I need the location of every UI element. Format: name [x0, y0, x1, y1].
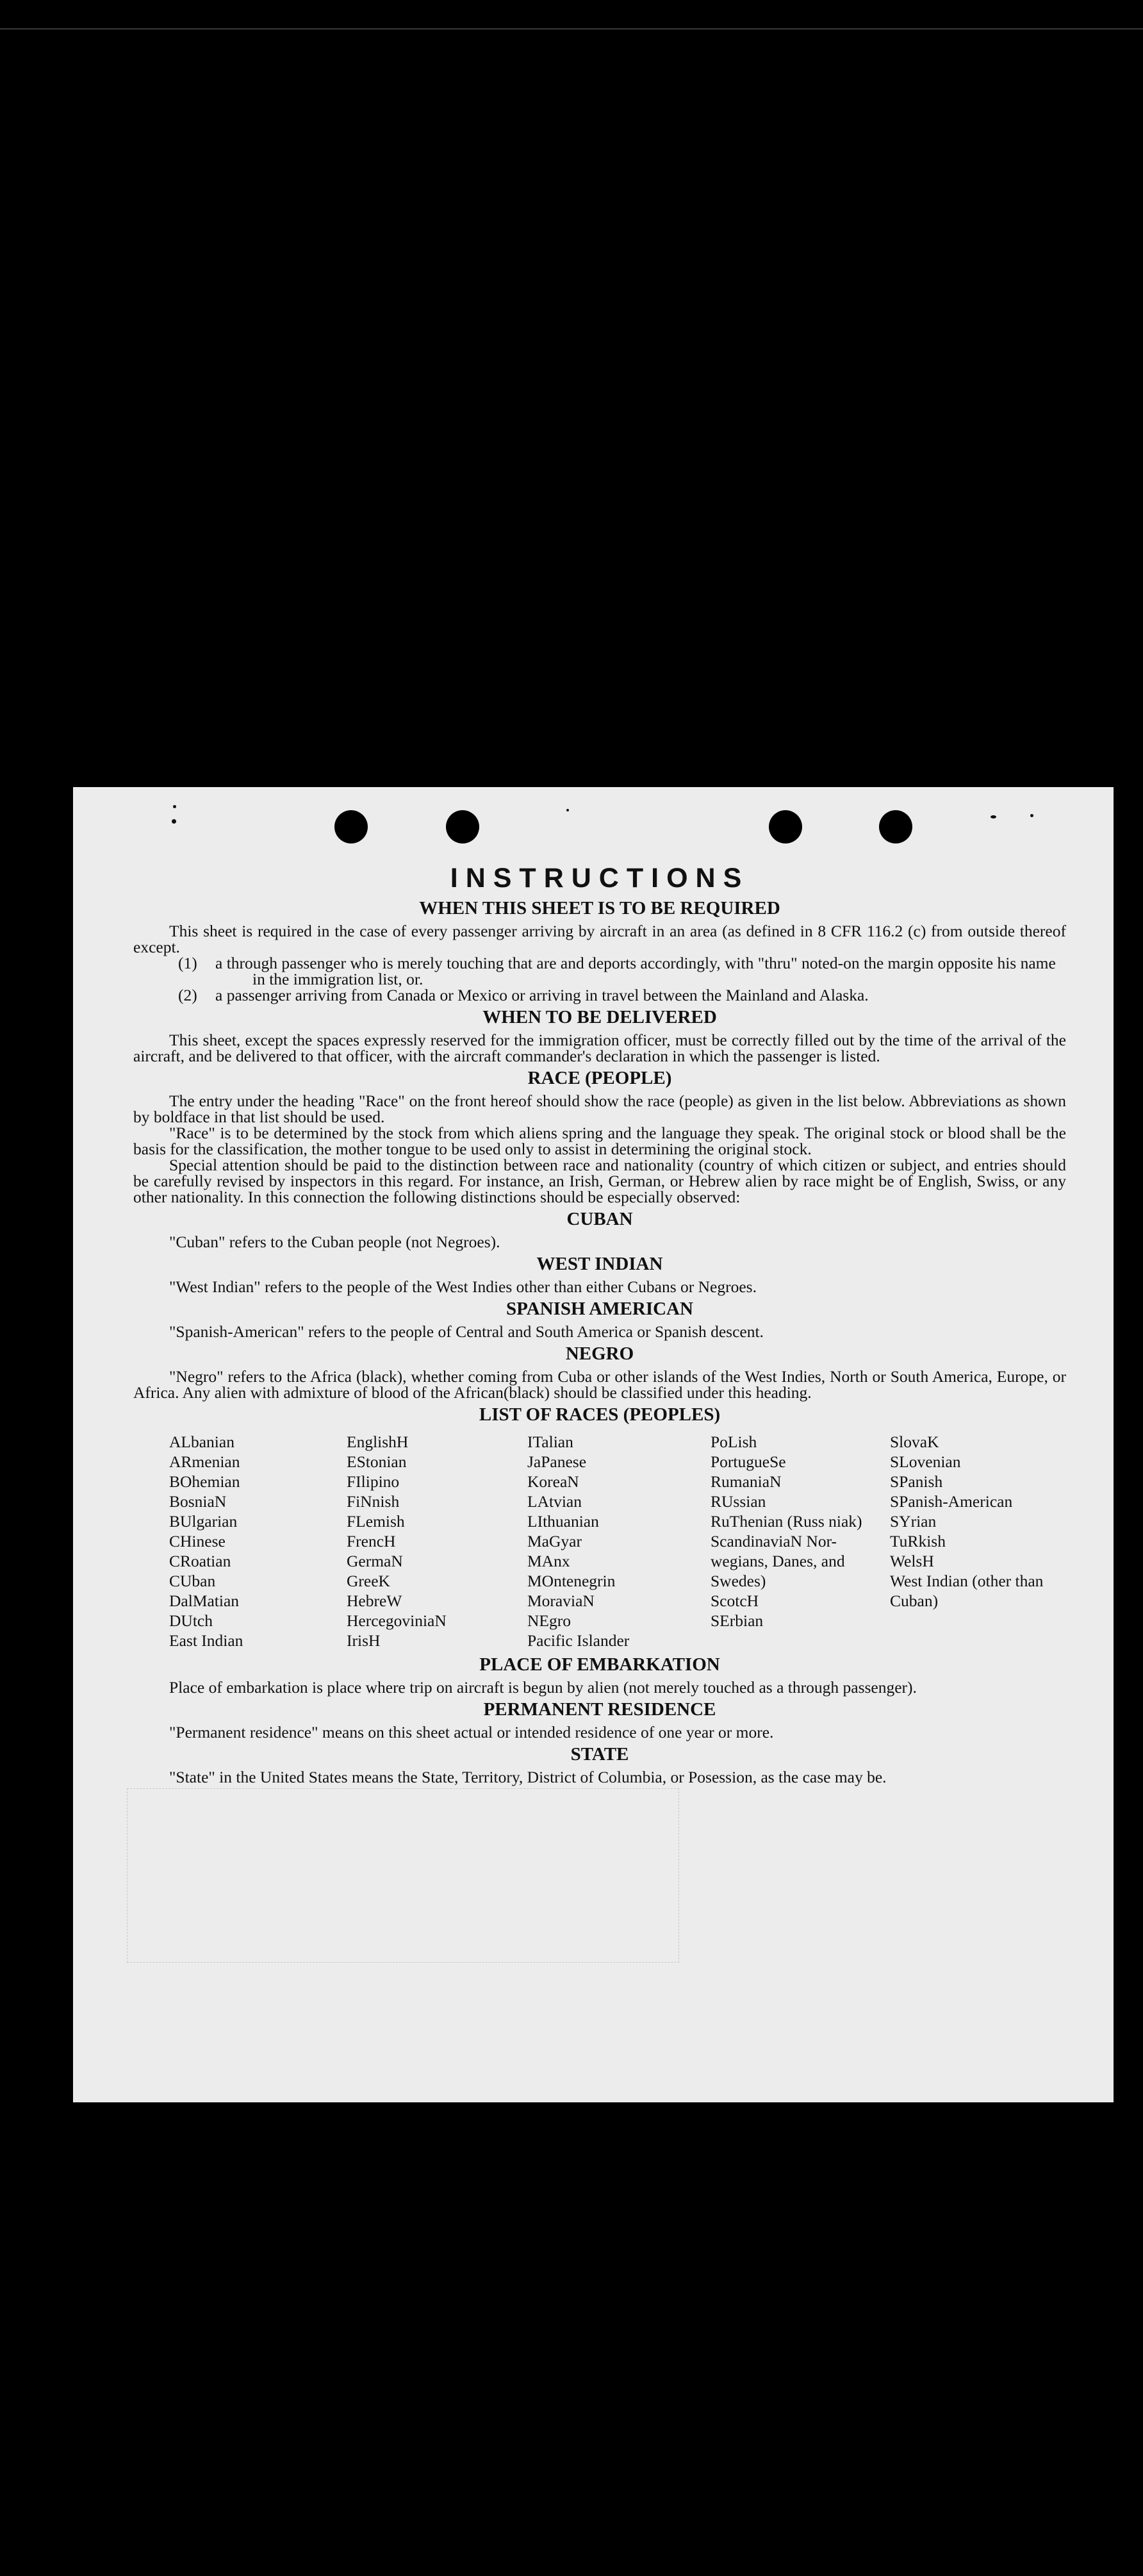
heading-embarkation: PLACE OF EMBARKATION [479, 1654, 720, 1675]
heading-race: RACE (PEOPLE) [527, 1068, 672, 1088]
heading-state: STATE [570, 1744, 629, 1765]
race-paragraph: The entry under the heading "Race" on the front hereof should show the race (people) as given in the list below. Abbreviations as shown by boldface in that list should be used. [133, 1092, 1066, 1126]
race-entry: SLovenian [890, 1452, 961, 1471]
page-title: INSTRUCTIONS [450, 863, 750, 893]
race-entry: SPanish [890, 1472, 943, 1491]
race-entry: LAtvian [527, 1492, 582, 1511]
race-entry: DalMatian [169, 1591, 240, 1610]
race-list [169, 1432, 1066, 1650]
heading-spanish-american: SPANISH AMERICAN [506, 1299, 693, 1319]
race-entry: SYrian [890, 1512, 937, 1531]
race-entry: GermaN [347, 1552, 403, 1570]
race-entry: CUban [169, 1572, 216, 1590]
race-entry: BOhemian [169, 1472, 240, 1491]
race-entry: ARmenian [169, 1452, 240, 1471]
race-column [711, 1432, 890, 1650]
spanish-american-text: "Spanish-American" refers to the people of Central and South America or Spanish descent. [169, 1322, 764, 1341]
race-paragraph: Special attention should be paid to the distinction between race and nationality (country of which citizen or subject, and entries should be carefully revised by inspectors in this regard. For instance, an Irish, German, or Hebrew alien by race might be of English, Swiss, or any other nationality. In this connection the following distinctions should be especially observed: [133, 1156, 1066, 1206]
scan-speck [991, 815, 996, 819]
race-entry: GreeK [347, 1572, 390, 1590]
punch-hole [879, 810, 912, 843]
item-number: (2) [178, 986, 197, 1004]
race-column [169, 1432, 347, 1650]
race-entry: Pacific Islander [527, 1631, 630, 1650]
item-text: a passenger arriving from Canada or Mexico or arriving in travel between the Mainland and Alaska. [215, 986, 869, 1004]
race-entry: EStonian [347, 1452, 407, 1471]
race-entry: BUlgarian [169, 1512, 238, 1531]
scan-speck [173, 805, 176, 808]
item-number: (1) [178, 954, 197, 972]
race-column [890, 1432, 1057, 1650]
race-entry: JaPanese [527, 1452, 587, 1471]
instruction-sheet [73, 787, 1114, 2102]
race-entry: DUtch [169, 1611, 213, 1630]
bleed-through-box [127, 1788, 679, 1963]
when-required-text: This sheet is required in the case of every passenger arriving by aircraft in an area (as defined in 8 CFR 116.2 (c) from outside thereof except. [133, 922, 1066, 956]
scan-border-line [0, 28, 1143, 29]
scan-speck [1030, 814, 1033, 817]
permanent-residence-text: "Permanent residence" means on this sheet actual or intended residence of one year or more. [169, 1723, 774, 1741]
race-entry: MAnx [527, 1552, 570, 1570]
race-entry: West Indian (other than Cuban) [890, 1572, 1044, 1610]
race-entry: SlovaK [890, 1433, 939, 1451]
heading-when-delivered: WHEN TO BE DELIVERED [482, 1007, 717, 1027]
race-entry: ALbanian [169, 1433, 234, 1451]
heading-when-required: WHEN THIS SHEET IS TO BE REQUIRED [419, 898, 780, 918]
race-entry: RUssian [711, 1492, 766, 1511]
race-entry: CHinese [169, 1532, 226, 1550]
race-entry: ScotcH [711, 1591, 759, 1610]
heading-west-indian: WEST INDIAN [536, 1254, 663, 1274]
race-entry: RuThenian (Russ niak) [711, 1512, 862, 1531]
race-entry: KoreaN [527, 1472, 579, 1491]
race-entry: MoraviaN [527, 1591, 595, 1610]
race-entry: FLemish [347, 1512, 405, 1531]
cuban-text: "Cuban" refers to the Cuban people (not Negroes). [169, 1233, 500, 1251]
race-entry: SPanish-American [890, 1492, 1013, 1511]
heading-permanent-residence: PERMANENT RESIDENCE [483, 1699, 716, 1720]
race-entry: MOntenegrin [527, 1572, 616, 1590]
race-entry: HercegoviniaN [347, 1611, 447, 1630]
race-entry: EnglishH [347, 1433, 409, 1451]
race-column [527, 1432, 711, 1650]
race-entry: IrisH [347, 1631, 381, 1650]
race-entry: PoLish [711, 1433, 757, 1451]
race-entry: SErbian [711, 1611, 764, 1630]
race-entry: HebreW [347, 1591, 402, 1610]
race-entry: MaGyar [527, 1532, 582, 1550]
heading-negro: NEGRO [565, 1343, 634, 1364]
race-entry: ScandinaviaN Nor-wegians, Danes, and Swedes) [711, 1532, 845, 1590]
race-paragraph: "Race" is to be determined by the stock from which aliens spring and the language they speak. The original stock or blood shall be the basis for the classification, the mother tongue to be used only to assist in determining the original stock. [133, 1124, 1066, 1158]
punch-hole [769, 810, 802, 843]
punch-hole [334, 810, 368, 843]
scan-speck [172, 819, 176, 824]
race-entry: WelsH [890, 1552, 934, 1570]
race-entry: NEgro [527, 1611, 571, 1630]
race-entry: FIlipino [347, 1472, 400, 1491]
punch-hole [446, 810, 479, 843]
race-entry: FiNnish [347, 1492, 400, 1511]
race-entry: RumaniaN [711, 1472, 782, 1491]
race-entry: East Indian [169, 1631, 243, 1650]
scan-speck [566, 809, 569, 811]
west-indian-text: "West Indian" refers to the people of the West Indies other than either Cubans or Negroes. [169, 1277, 757, 1296]
heading-cuban: CUBAN [566, 1209, 633, 1229]
race-entry: BosniaN [169, 1492, 227, 1511]
embarkation-text: Place of embarkation is place where trip on aircraft is begun by alien (not merely touched as a through passenger). [169, 1678, 917, 1697]
race-entry: FrencH [347, 1532, 396, 1550]
exception-item-2 [178, 986, 1066, 1004]
state-text: "State" in the United States means the State, Territory, District of Columbia, or Posession, as the case may be. [169, 1768, 887, 1786]
when-delivered-text: This sheet, except the spaces expressly reserved for the immigration officer, must be correctly filled out by the time of the arrival of the aircraft, and be delivered to that officer, with the aircraft commander's declaration in which the passenger is listed. [133, 1031, 1066, 1065]
race-entry: LIthuanian [527, 1512, 599, 1531]
heading-list-of-races: LIST OF RACES (PEOPLES) [479, 1404, 721, 1425]
exception-item-1 [178, 954, 1066, 988]
race-entry: PortugueSe [711, 1452, 786, 1471]
negro-text: "Negro" refers to the Africa (black), whether coming from Cuba or other islands of the West Indies, North or South America, Europe, or Africa. Any alien with admixture of blood of the African(black) should be classified under this heading. [133, 1367, 1066, 1402]
race-entry: CRoatian [169, 1552, 231, 1570]
race-entry: TuRkish [890, 1532, 946, 1550]
item-text: a through passenger who is merely touching that are and deports accordingly, with "thru" noted-on the margin opposite his name in the immigration list, or. [215, 954, 1056, 988]
race-entry: ITalian [527, 1433, 573, 1451]
race-column [347, 1432, 527, 1650]
